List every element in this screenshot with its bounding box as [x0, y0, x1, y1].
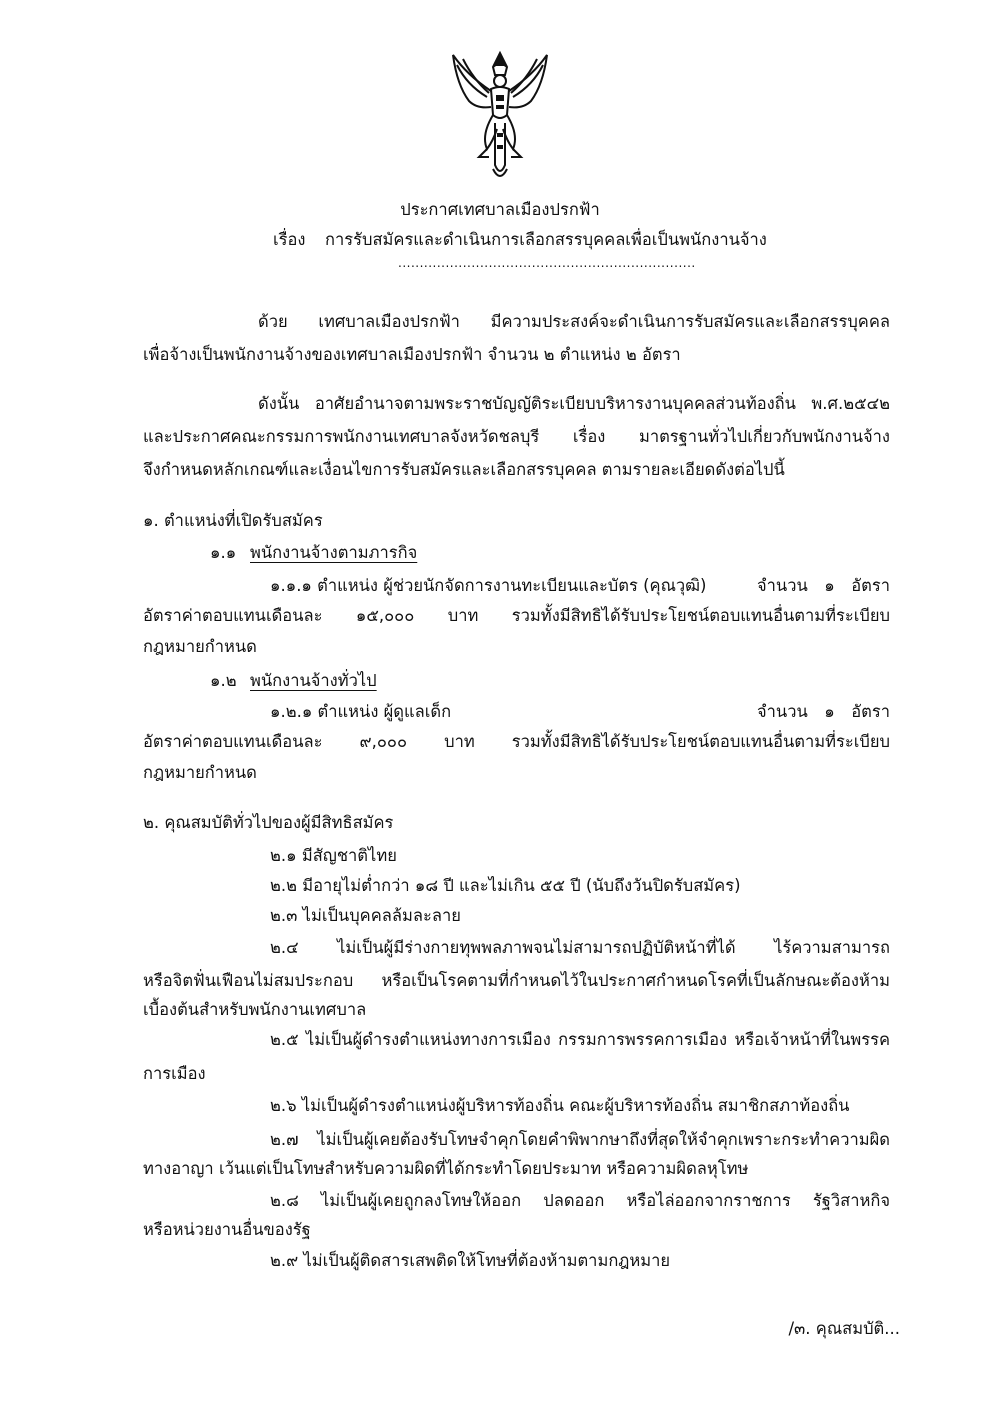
qualification-2-4-line-3: เบื้องต้นสำหรับพนักงานเทศบาล: [143, 1000, 367, 1019]
section-1-1-title: พนักงานจ้างตามภารกิจ: [250, 543, 418, 562]
position-1-pay: อัตราค่าตอบแทนเดือนละ ๑๕,๐๐๐ บาท รวมทั้งมีสิทธิได้รับประโยชน์ตอบแทนอื่นตามที่ระเบียบ: [143, 606, 890, 625]
intro-paragraph-2-line-3: จึงกำหนดหลักเกณฑ์และเงื่อนไขการรับสมัครและเลือกสรรบุคคล ตามรายละเอียดดังต่อไปนี้: [143, 460, 785, 479]
subject-text: การรับสมัครและดำเนินการเลือกสรรบุคคลเพื่อเป็นพนักงานจ้าง: [325, 230, 767, 249]
subject-label: เรื่อง: [273, 230, 306, 249]
qualification-2-9: ๒.๙ ไม่เป็นผู้ติดสารเสพติดให้โทษที่ต้องห้ามตามกฎหมาย: [270, 1251, 671, 1270]
title-separator: .....................................................................: [398, 256, 696, 270]
qualification-2-1: ๒.๑ มีสัญชาติไทย: [270, 846, 397, 865]
intro-paragraph-2-line-1: ดังนั้น อาศัยอำนาจตามพระราชบัญญัติระเบียบบริหารงานบุคคลส่วนท้องถิ่น พ.ศ.๒๕๔๒: [258, 394, 890, 413]
qualification-2-3: ๒.๓ ไม่เป็นบุคคลล้มละลาย: [270, 906, 461, 925]
section-1-2-heading: [0, 665, 1000, 697]
document-subject: [0, 224, 1000, 256]
position-2-line: [0, 696, 1000, 728]
continued-marker: /๓. คุณสมบัติ...: [788, 1319, 900, 1338]
position-2-pay: อัตราค่าตอบแทนเดือนละ ๙,๐๐๐ บาท รวมทั้งมีสิทธิได้รับประโยชน์ตอบแทนอื่นตามที่ระเบียบ: [143, 732, 890, 751]
section-1-1-number: ๑.๑: [210, 543, 237, 562]
qualification-2-6: ๒.๖ ไม่เป็นผู้ดำรงตำแหน่งผู้บริหารท้องถิ่น คณะผู้บริหารท้องถิ่น สมาชิกสภาท้องถิ่น: [270, 1096, 850, 1115]
section-2-heading: ๒. คุณสมบัติทั่วไปของผู้มีสิทธิสมัคร: [143, 813, 394, 832]
section-1-1-heading: [0, 537, 1000, 569]
section-1-heading: ๑. ตำแหน่งที่เปิดรับสมัคร: [143, 511, 323, 530]
intro-paragraph-1-line-1: ด้วย เทศบาลเมืองปรกฟ้า มีความประสงค์จะดำเนินการรับสมัครและเลือกสรรบุคคล: [258, 312, 890, 331]
qualification-2-8-line-1: ๒.๘ ไม่เป็นผู้เคยถูกลงโทษให้ออก ปลดออก หรือไล่ออกจากราชการ รัฐวิสาหกิจ: [270, 1191, 890, 1210]
position-2-law: กฎหมายกำหนด: [143, 763, 257, 782]
qualification-2-5-line-1: ๒.๕ ไม่เป็นผู้ดำรงตำแหน่งทางการเมือง กรรมการพรรคการเมือง หรือเจ้าหน้าที่ในพรรค: [270, 1030, 890, 1049]
position-2-count: จำนวน ๑ อัตรา: [757, 702, 890, 721]
garuda-emblem-icon: [447, 45, 553, 185]
qualification-2-8-line-2: หรือหน่วยงานอื่นของรัฐ: [143, 1220, 311, 1239]
position-1-law: กฎหมายกำหนด: [143, 637, 257, 656]
section-1-2-number: ๑.๒: [210, 671, 237, 690]
qualification-2-7-line-1: ๒.๗ ไม่เป็นผู้เคยต้องรับโทษจำคุกโดยคำพิพากษาถึงที่สุดให้จำคุกเพราะกระทำความผิด: [270, 1130, 890, 1149]
qualification-2-4-line-1: ๒.๔ ไม่เป็นผู้มีร่างกายทุพพลภาพจนไม่สามารถปฏิบัติหน้าที่ได้ ไร้ความสามารถ: [270, 938, 890, 957]
intro-paragraph-2-line-2: และประกาศคณะกรรมการพนักงานเทศบาลจังหวัดชลบุรี เรื่อง มาตรฐานทั่วไปเกี่ยวกับพนักงานจ้าง: [143, 427, 890, 446]
document-title: ประกาศเทศบาลเมืองปรกฟ้า: [400, 200, 600, 219]
position-1-line: [0, 570, 1000, 602]
qualification-2-7-line-2: ทางอาญา เว้นแต่เป็นโทษสำหรับความผิดที่ได้กระทำโดยประมาท หรือความผิดลหุโทษ: [143, 1159, 749, 1178]
intro-paragraph-1-line-2: เพื่อจ้างเป็นพนักงานจ้างของเทศบาลเมืองปรกฟ้า จำนวน ๒ ตำแหน่ง ๒ อัตรา: [143, 345, 681, 364]
qualification-2-2: ๒.๒ มีอายุไม่ต่ำกว่า ๑๘ ปี และไม่เกิน ๕๕ ปี (นับถึงวันปิดรับสมัคร): [270, 876, 741, 895]
position-1-count: จำนวน ๑ อัตรา: [757, 576, 890, 595]
qualification-2-5-line-2: การเมือง: [143, 1064, 206, 1083]
position-2-label: ๑.๒.๑ ตำแหน่ง ผู้ดูแลเด็ก: [270, 702, 452, 721]
section-1-2-title: พนักงานจ้างทั่วไป: [250, 671, 377, 690]
position-1-label: ๑.๑.๑ ตำแหน่ง ผู้ช่วยนักจัดการงานทะเบียนและบัตร (คุณวุฒิ): [270, 576, 707, 595]
qualification-2-4-line-2: หรือจิตฟั่นเฟือนไม่สมประกอบ หรือเป็นโรคตามที่กำหนดไว้ในประกาศกำหนดโรคที่เป็นลักษณะต้องห้าม: [143, 971, 890, 990]
